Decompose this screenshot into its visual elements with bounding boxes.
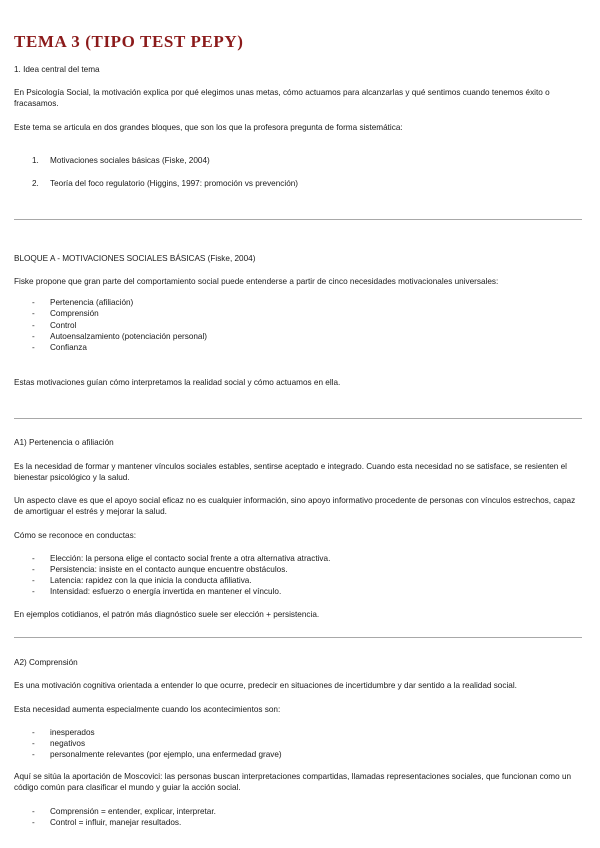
list-item: - negativos: [32, 739, 86, 748]
section-divider: [14, 219, 582, 220]
list-item: - Control = influir, manejar resultados.: [32, 818, 182, 827]
list-item: - Pertenencia (afiliación): [32, 298, 134, 307]
item-text: Teoría del foco regulatorio (Higgins, 1997: promoción vs prevención): [50, 179, 299, 188]
a1-paragraph-4: En ejemplos cotidianos, el patrón más diagnóstico suele ser elección + persistencia.: [14, 610, 320, 619]
a1-paragraph-3: Cómo se reconoce en conductas:: [14, 531, 136, 540]
item-text: Motivaciones sociales básicas (Fiske, 2004): [50, 156, 210, 165]
a1-paragraph-1: Es la necesidad de formar y mantener vínculos sociales estables, sentirse aceptado e integrado. Cuando esta necesidad no se satisface, se resienten el bienestar psicológico y la salud.: [14, 462, 567, 482]
item-number: 1.: [32, 156, 39, 165]
a2-paragraph-3: Aquí se sitúa la aportación de Moscovici: las personas buscan interpretaciones compartidas, llamadas representaciones sociales, que funcionan como un código común para clasificar el mundo y guiar la acción social.: [14, 772, 572, 792]
list-item: - Confianza: [32, 343, 87, 352]
list-item: - Latencia: rapidez con la que inicia la conducta afiliativa.: [32, 576, 252, 585]
numbered-item: [32, 178, 298, 189]
list-item: - Persistencia: insiste en el contacto aunque encuentre obstáculos.: [32, 565, 288, 574]
document-title: TEMA 3 (TIPO TEST PEPY): [14, 32, 244, 51]
list-item: - Comprensión = entender, explicar, interpretar.: [32, 807, 216, 816]
a2-paragraph-2: Esta necesidad aumenta especialmente cuando los acontecimientos son:: [14, 705, 281, 714]
a2-paragraph-1: Es una motivación cognitiva orientada a entender lo que ocurre, predecir en situaciones de incertidumbre y dar sentido a la realidad social.: [14, 681, 517, 690]
list-item: - Elección: la persona elige el contacto social frente a otra alternativa atractiva.: [32, 554, 331, 563]
a1-heading: A1) Pertenencia o afiliación: [14, 438, 114, 447]
list-item: - Intensidad: esfuerzo o energía invertida en mantener el vínculo.: [32, 587, 282, 596]
intro-paragraph-1: En Psicología Social, la motivación explica por qué elegimos unas metas, cómo actuamos para alcanzarlas y qué sentimos cuando tenemos éxito o fracasamos.: [14, 88, 550, 108]
block-a-paragraph-2: Estas motivaciones guían cómo interpretamos la realidad social y cómo actuamos en ella.: [14, 378, 341, 387]
numbered-item: [32, 155, 210, 166]
list-item: - inesperados: [32, 728, 95, 737]
list-item: - Comprensión: [32, 309, 99, 318]
list-item: - Control: [32, 321, 77, 330]
list-item: - personalmente relevantes (por ejemplo, una enfermedad grave): [32, 750, 282, 759]
block-a-heading: BLOQUE A - MOTIVACIONES SOCIALES BÁSICAS (Fiske, 2004): [14, 254, 256, 263]
section-divider: [14, 637, 582, 638]
item-number: 2.: [32, 179, 39, 188]
block-a-paragraph-1: Fiske propone que gran parte del comportamiento social puede entenderse a partir de cinco necesidades motivacionales universales:: [14, 277, 499, 286]
list-item: - Autoensalzamiento (potenciación personal): [32, 332, 208, 341]
section-divider: [14, 418, 582, 419]
intro-paragraph-2: Este tema se articula en dos grandes bloques, que son los que la profesora pregunta de forma sistemática:: [14, 123, 403, 132]
a2-heading: A2) Comprensión: [14, 658, 78, 667]
a1-paragraph-2: Un aspecto clave es que el apoyo social eficaz no es cualquier información, sino apoyo informativo procedente de personas con vínculos estrechos, capaz de amortiguar el estrés y mejorar la salud.: [14, 496, 576, 516]
intro-heading: 1. Idea central del tema: [14, 65, 100, 74]
